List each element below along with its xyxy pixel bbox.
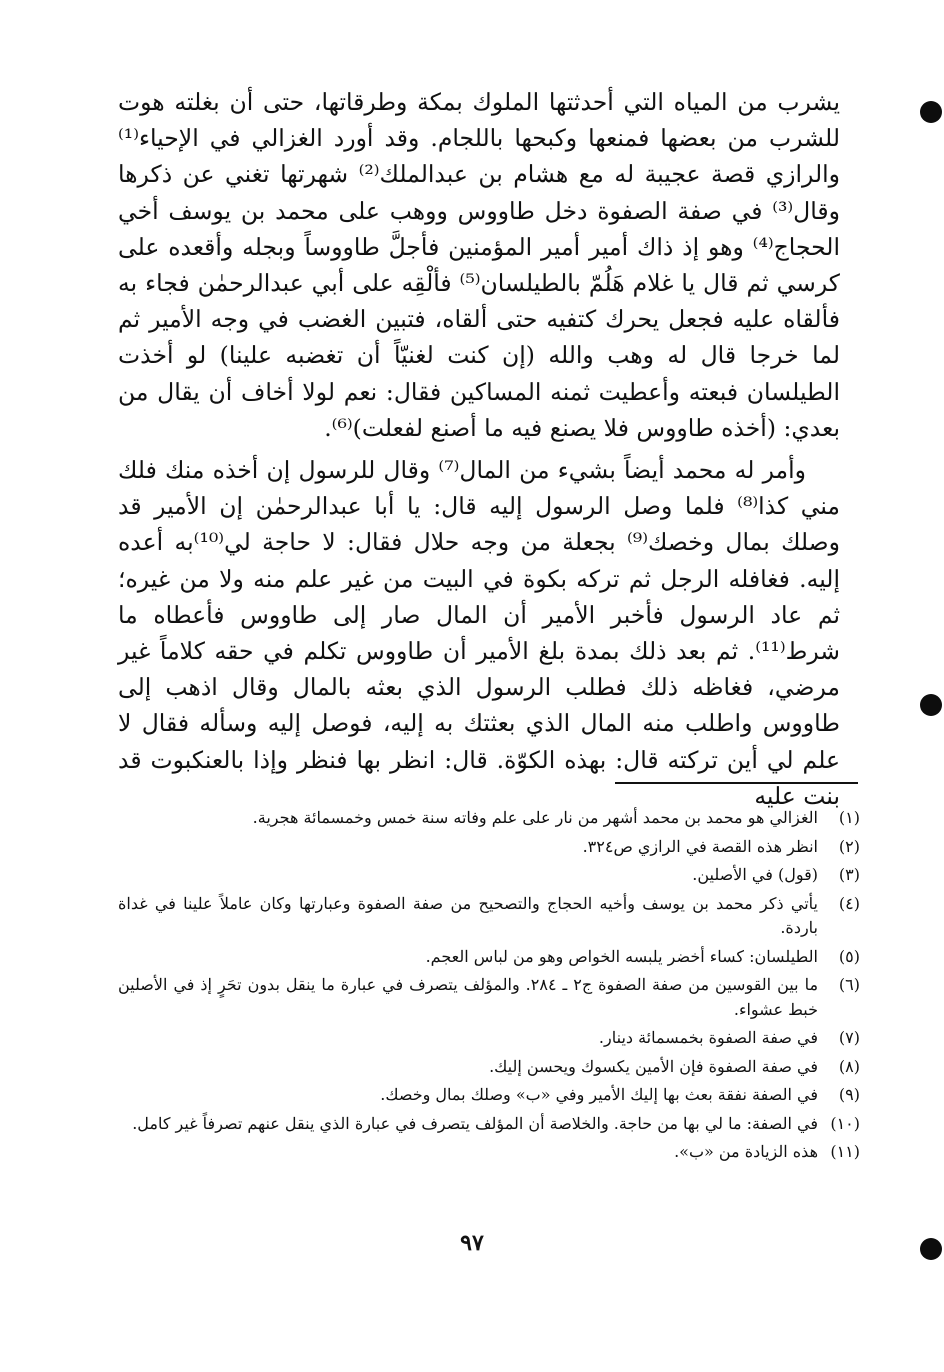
- footnote-number: (٧): [838, 1028, 860, 1047]
- footnote-number: (١٠): [830, 1113, 860, 1133]
- footnote-text: (قول) في الأصلين.: [692, 865, 818, 884]
- footnote-text: الطيلسان: كساء أخضر يلبسه الخواص وهو من لباس العجم.: [425, 946, 818, 966]
- footnotes-list: [118, 806, 860, 1169]
- binder-hole: [920, 1238, 942, 1260]
- page-number: ٩٧: [460, 1230, 484, 1256]
- footnote-item: [118, 835, 860, 860]
- binder-hole: [920, 694, 942, 716]
- footnote-text: هذه الزيادة من «ب».: [674, 1142, 818, 1161]
- footnote-item: [118, 1083, 860, 1108]
- footnote-text: في صفة الصفوة بخمسمائة دينار.: [598, 1028, 818, 1047]
- footnote-number: (٩): [838, 1085, 860, 1104]
- footnote-item: [118, 806, 860, 831]
- footnote-item: [118, 1026, 860, 1051]
- footnote-number: (٢): [838, 836, 860, 856]
- footnote-item: [118, 945, 860, 970]
- main-text: [118, 84, 840, 814]
- footnote-text: في صفة الصفوة فإن الأمين يكسوك ويحسن إليك.: [489, 1056, 818, 1076]
- footnote-number: (٦): [838, 975, 860, 994]
- footnote-item: [118, 1140, 860, 1165]
- footnote-text: الغزالي هو محمد بن محمد أشهر من نار على علم وفاته سنة خمس وخمسمائة هجرية.: [252, 808, 818, 827]
- footnote-number: (١١): [830, 1142, 860, 1161]
- paragraph: وأمر له محمد أيضاً بشيء من المال⁽⁷⁾ وقال للرسول إن أخذه منك فلك مني كذا⁽⁸⁾ فلما وصل الرسول إليه قال: يا أبا عبدالرحمٰن إن الأمير قد وصلك بمال وخصك⁽⁹⁾ بجعلة من وجه حلال فقال: لا حاجة لي⁽¹⁰⁾به أعده إليه. فغافله الرجل ثم تركه بكوة في البيت من غير علم منه ولا من غيره؛ ثم عاد الرسول فأخبر الأمير أن المال صار إلى طاووس فأعطاه ما شرط⁽¹¹⁾. ثم بعد ذلك بمدة بلغ الأمير أن طاووس تكلم في حقه كلاماً غير مرضي، فغاظه ذلك فطلب الرسول الذي بعثه بالمال وقال اذهب إلى طاووس واطلب منه المال الذي بعثتك به إليه، فوصل إليه وسأله فقال لا علم لي أين تركته قال: بهذه الكوّة. قال: انظر بها فنظر وإذا بالعنكبوت قد بنت عليه: [118, 456, 840, 810]
- footnote-number: (٥): [838, 946, 860, 966]
- footnote-item: [118, 973, 860, 1022]
- footnote-item: [118, 892, 860, 941]
- footnote-item: [118, 863, 860, 888]
- footnote-number: (٨): [838, 1056, 860, 1076]
- paragraph: يشرب من المياه التي أحدثتها الملوك بمكة وطرقاتها، حتى أن بغلته هوت للشرب من بعضها فمنعها وكبحها باللجام. وقد أورد الغزالي في الإحياء⁽¹⁾ والرازي قصة عجيبة له مع هشام بن عبدالملك⁽²⁾ شهرتها تغني عن ذكرها وقال⁽³⁾ في صفة الصفوة دخل طاووس ووهب على محمد بن يوسف أخي الحجاج⁽⁴⁾ وهو إذ ذاك أمير أمير المؤمنين فأجلَّ طاووساً وبجله وأقعده على كرسي ثم قال يا غلام هَلُمّ بالطيلسان⁽⁵⁾ فألْقِه على أبي عبدالرحمٰن فجاء به فألقاه عليه فجعل يحرك كتفيه حتى ألقاه، فتبين الغضب في وجه الأمير ثم لما خرجا قال له وهب والله (إن كنت لغنيّاً أن تغضبه علينا) لو أخذت الطيلسان فبعته وأعطيت ثمنه المساكين فقال: نعم لولا أخاف أن يقال من بعدي: (أخذه طاووس فلا يصنع فيه ما أصنع لفعلت)⁽⁶⁾.: [118, 88, 840, 442]
- footnote-item: [118, 1112, 860, 1137]
- footnote-item: [118, 1055, 860, 1080]
- footnote-divider: [615, 782, 858, 784]
- footnote-number: (١): [838, 808, 860, 827]
- footnote-number: (٣): [838, 865, 860, 884]
- footnote-number: (٤): [838, 893, 860, 913]
- footnote-text: انظر هذه القصة في الرازي ص٣٢٤.: [582, 836, 818, 856]
- binder-hole: [920, 101, 942, 123]
- footnote-text: ما بين القوسين من صفة الصفوة ج٢ ـ ٢٨٤. والمؤلف يتصرف في عبارة ما ينقل بدون تحَرٍ إذ في الأصلين خبط عشواء.: [118, 975, 819, 1019]
- footnote-text: في الصفة نفقة بعث بها إليك الأمير وفي «ب» وصلك بمال وخصك.: [380, 1085, 818, 1104]
- footnote-text: يأتي ذكر محمد بن يوسف وأخيه الحجاج والتصحيح من صفة الصفوة وعبارتها وكان عاملاً علينا في غداة باردة.: [118, 893, 818, 937]
- footnote-text: في الصفة: ما لي بها من حاجة. والخلاصة أن المؤلف يتصرف في عبارة الذي ينقل عنهم تصرفاً غير كامل.: [132, 1113, 818, 1133]
